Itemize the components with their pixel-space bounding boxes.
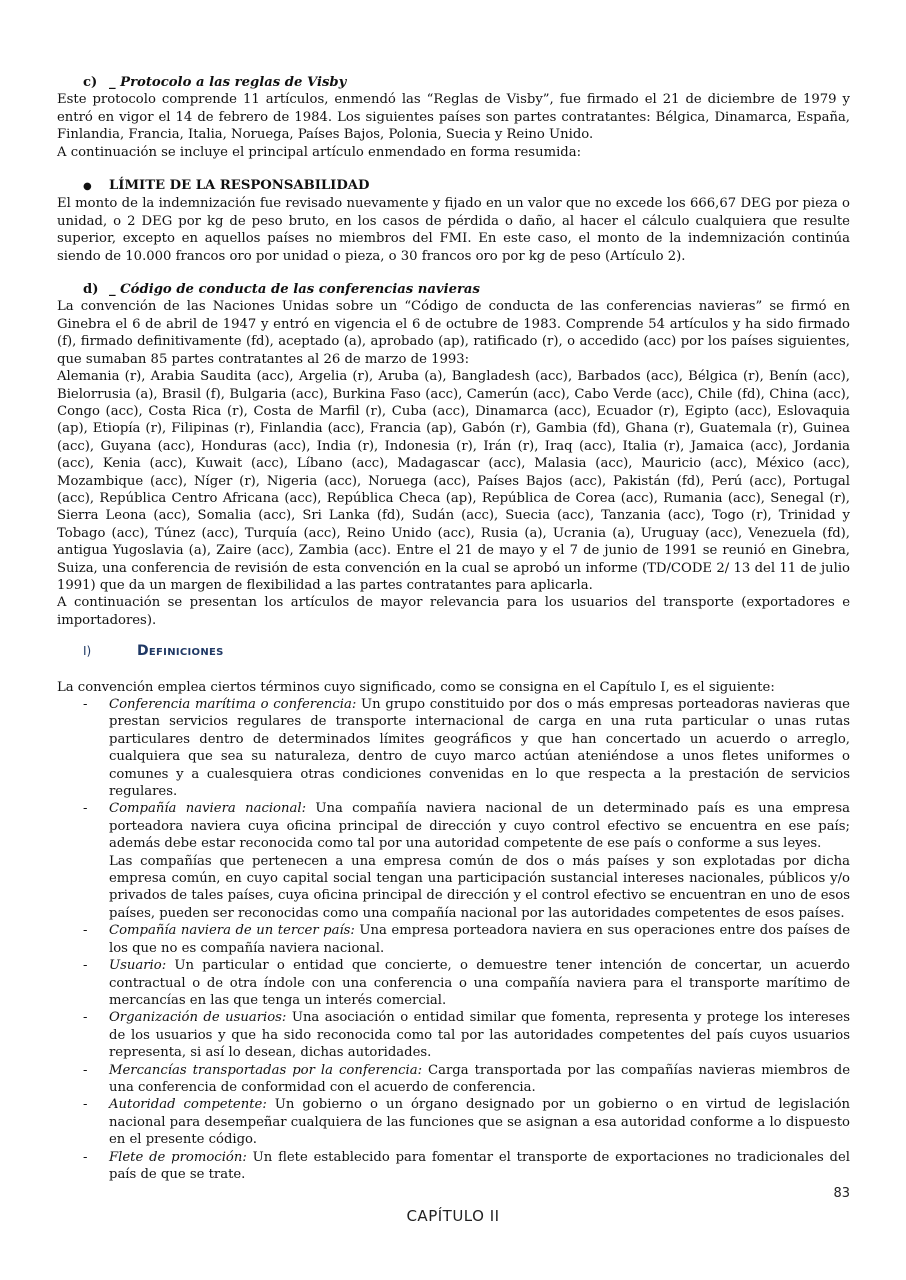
- document-page: [57, 74, 850, 1183]
- definition-item: - Autoridad competente: Un gobierno o un órgano designado por un gobierno o en virtud de legislación nacional para desempeñar cualquiera de las funciones que se asignan a esa autoridad conforme a lo dispuesto en el presente código.: [83, 1097, 851, 1148]
- liability-paragraph: El monto de la indemnización fue revisado nuevamente y fijado en un valor que no excede los 666,67 DEG por pieza o unidad, o 2 DEG por kg de peso bruto, en los casos de pérdida o daño, al hacer el cálculo cualquiera que resulte superior, excepto en aquellos países no miembros del FMI. En este caso, el monto de la indemnización continúa siendo de 10.000 francos oro por unidad o pieza, o 30 francos oro por kg de peso (Artículo 2).: [57, 196, 850, 264]
- section-c-letter: c): [83, 75, 98, 90]
- liability-bullet-heading: [83, 177, 850, 195]
- definition-item: - Usuario: Un particular o entidad que concierte, o demuestre tener intención de concertar, un acuerdo contractual o de otra índole con una conferencia o una compañía naviera para el transporte marítimo de mercancías en las que tenga un interés comercial.: [83, 958, 850, 1008]
- definiciones-numeral: I): [83, 644, 92, 659]
- section-d-title: _ Código de conducta de las conferencias navieras: [109, 282, 480, 298]
- section-d-paragraph-1: La convención de las Naciones Unidas sobre un “Código de conducta de las conferencias navieras” se firmó en Ginebra el 6 de abril de 1947 y entró en vigencia el 6 de octubre de 1983. Comprende 54 artículos y ha sido firmado (f), firmado definitivamente (fd), aceptado (a), aprobado (ap), ratificado (r), o accedido (acc) por los países siguientes, que sumaban 85 partes contratantes al 26 de marzo de 1993:: [57, 299, 850, 367]
- chapter-footer: CAPÍTULO II: [406, 1207, 500, 1225]
- definiciones-intro: La convención emplea ciertos términos cuyo significado, como se consigna en el Capítulo I, es el siguiente:: [57, 679, 775, 695]
- section-c-paragraph-1: Este protocolo comprende 11 artículos, enmendó las “Reglas de Visby”, fue firmado el 21 de diciembre de 1979 y entró en vigor el 14 de febrero de 1984. Los siguientes países son partes contratantes: Bélgica, Dinamarca, España, Finlandia, Francia, Italia, Noruega, Países Bajos, Polonia, Suecia y Reino Unido.: [57, 92, 850, 143]
- definition-item: - Compañía naviera de un tercer país: Una empresa porteadora naviera en sus operaciones entre dos países de los que no es compañía naviera nacional.: [83, 923, 850, 956]
- definition-item: - Flete de promoción: Un flete establecido para fomentar el transporte de exportaciones no tradicionales del país de que se trate.: [83, 1149, 851, 1182]
- section-d-heading: [83, 281, 850, 298]
- section-d-paragraph-3: A continuación se presentan los artículos de mayor relevancia para los usuarios del transporte (exportadores e importadores).: [57, 595, 850, 628]
- definition-item: - Mercancías transportadas por la conferencia: Carga transportada por las compañías navieras miembros de una conferencia de conformidad con el acuerdo de conferencia.: [83, 1062, 850, 1095]
- liability-heading-text: LÍMITE DE LA RESPONSABILIDAD: [109, 178, 370, 194]
- section-d-country-list: Alemania (r), Arabia Saudita (acc), Argelia (r), Aruba (a), Bangladesh (acc), Barbados (acc), Bélgica (r), Benín (acc), Bielorrusia (a), Brasil (f), Bulgaria (acc), Burkina Faso (acc), Camerún (acc), Cabo Verde (acc), Chile (fd), China (acc), Congo (acc), Costa Rica (r), Costa de Marfil (r), Cuba (acc), Dinamarca (acc), Ecuador (r), Egipto (acc), Eslovaquia (ap), Etiopía (r), Filipinas (r), Finlandia (acc), Francia (ap), Gabón (r), Gambia (fd), Ghana (r), Guatemala (r), Guinea (acc), Guyana (acc), Honduras (acc), India (r), Indonesia (r), Irán (r), Iraq (acc), Italia (r), Jamaica (acc), Jordania (acc), Kenia (acc), Kuwait (acc), Líbano (acc), Madagascar (acc), Malasia (acc), Mauricio (acc), México (acc), Mozambique (acc), Níger (r), Nigeria (acc), Noruega (acc), Países Bajos (acc), Pakistán (fd), Perú (acc), Portugal (acc), República Centro Africana (acc), República Checa (ap), República de Corea (acc), Rumania (acc), Senegal (r), Sierra Leona (acc), Somalia (acc), Sri Lanka (fd), Sudán (acc), Suecia (acc), Tanzania (acc), Togo (r), Trinidad y Tobago (acc), Túnez (acc), Turquía (acc), Reino Unido (acc), Rusia (a), Ucrania (a), Uruguay (acc), Venezuela (fd), antigua Yugoslavia (a), Zaire (acc), Zambia (acc). Entre el 21 de mayo y el 7 de junio de 1991 se reunió en Ginebra, Suiza, una conferencia de revisión de esta convención en la cual se aprobó un informe (TD/CODE 2/ 13 del 11 de julio 1991) que da un margen de flexibilidad a las partes contratantes para aplicarla.: [57, 369, 850, 593]
- section-c-heading: [83, 74, 850, 91]
- definition-item: - Compañía naviera nacional: Una compañía naviera nacional de un determinado país es una empresa porteadora naviera cuya oficina principal de dirección y cuyo control efectivo se encuentra en ese país; además debe estar reconocida como tal por una autoridad competente de ese país o conforme a sus leyes. Las compañías que pertenecen a una empresa común de dos o más países y son explotadas por dicha empresa común, en cuyo capital social tengan una participación sustancial intereses nacionales, públicos y/o privados de tales países, cuya oficina principal de dirección y el control efectivo se encuentran en uno de esos países, pueden ser reconocidas como una compañía nacional por las autoridades competentes de esos países.: [83, 801, 850, 921]
- section-c-paragraph-2: A continuación se incluye el principal artículo enmendado en forma resumida:: [57, 144, 582, 160]
- definition-extra-paragraph: Las compañías que pertenecen a una empresa común de dos o más países y son explotadas por dicha empresa común, en cuyo capital social tengan una participación sustancial intereses nacionales, públicos y/o privados de tales países, cuya oficina principal de dirección y el control efectivo se encuentran en uno de esos países, pueden ser reconocidas como una compañía nacional por las autoridades competentes de esos países.: [109, 853, 850, 921]
- definiciones-title: Definiciones: [137, 643, 224, 660]
- definition-item: - Organización de usuarios: Una asociación o entidad similar que fomenta, representa y protege los intereses de los usuarios y que ha sido reconocida como tal por las autoridades competentes del país cuyos usuarios representa, si así lo desean, dichas autoridades.: [83, 1010, 850, 1061]
- bullet-icon: ●: [83, 181, 92, 193]
- definiciones-heading: [83, 643, 850, 660]
- section-c-title: _ Protocolo a las reglas de Visby: [109, 75, 347, 90]
- definitions-list: [57, 696, 850, 1183]
- page-number: 83: [833, 1186, 850, 1201]
- definition-item: - Conferencia marítima o conferencia: Un grupo constituido por dos o más empresas porteadoras navieras que prestan servicios regulares de transporte internacional de carga en una ruta particular o unas rutas particulares dentro de determinados límites geográficos y que han concertado un acuerdo o arreglo, cualquiera que sea su naturaleza, dentro de cuyo marco actúan ateniéndose a unos fletes uniformes o comunes y a cualesquiera otras condiciones convenidas en lo que respecta a la prestación de servicios regulares.: [83, 697, 850, 800]
- section-d-letter: d): [83, 282, 99, 298]
